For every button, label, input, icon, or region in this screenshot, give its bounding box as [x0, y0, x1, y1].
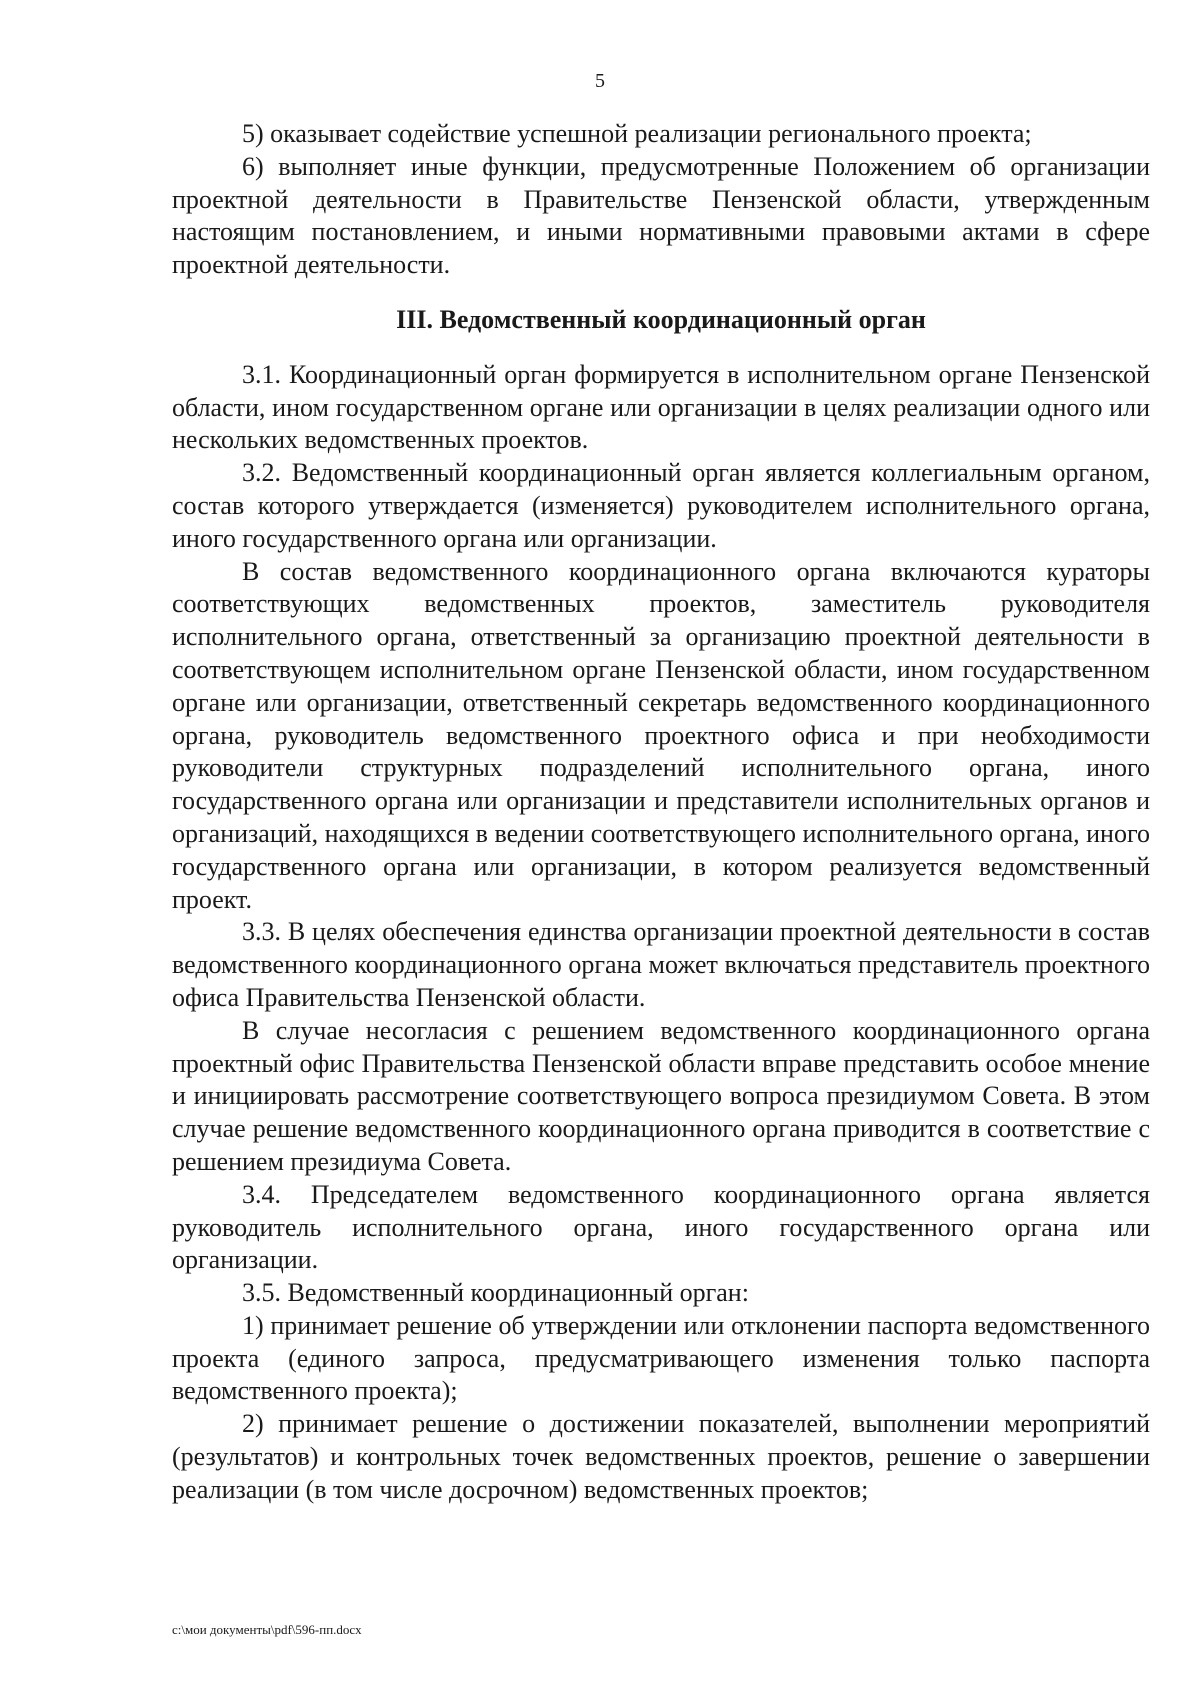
document-body: [172, 118, 1150, 1507]
section-heading: III. Ведомственный координационный орган: [396, 304, 926, 334]
paragraph-item-5: 5) оказывает содействие успешной реализации регионального проекта;: [242, 119, 1032, 148]
paragraph-3-5: 3.5. Ведомственный координационный орган:: [242, 1278, 749, 1308]
paragraph-3-5-item-2: 2) принимает решение о достижении показателей, выполнении мероприятий (результатов) и контрольных точек ведомственных проектов, решение о завершении реализации (в том числе досрочном) ведомственных проектов;: [172, 1409, 1150, 1504]
page-number: 5: [595, 70, 605, 92]
paragraph-3-3: 3.3. В целях обеспечения единства организации проектной деятельности в состав ведомственного координационного органа может включаться представитель проектного офиса Правительства Пензенской области.: [172, 917, 1150, 1012]
paragraph-composition: В состав ведомственного координационного органа включаются кураторы соответствующих ведомственных проектов, заместитель руководителя исполнительного органа, ответственный за организацию проектной деятельности в соответствующем исполнительном органе Пензенской области, ином государственном органе или организации, ответственный секретарь ведомственного координационного органа, руководитель ведомственного проектного офиса и при необходимости руководители структурных подразделений исполнительного органа, иного государственного органа или организации и представители исполнительных органов и организаций, находящихся в ведении соответствующего исполнительного органа, иного государственного органа или организации, в котором реализуется ведомственный проект.: [172, 556, 1150, 914]
paragraph-3-5-item-1: 1) принимает решение об утверждении или отклонении паспорта ведомственного проекта (единого запроса, предусматривающего изменения только паспорта ведомственного проекта);: [172, 1310, 1150, 1406]
paragraph-disagreement: В случае несогласия с решением ведомственного координационного органа проектный офис Правительства Пензенской области вправе представить особое мнение и инициировать рассмотрение соответствующего вопроса президиумом Совета. В этом случае решение ведомственного координационного органа приводится в соответствие с решением президиума Совета.: [172, 1015, 1150, 1176]
footer-file-path: c:\мои документы\pdf\596-пп.docx: [172, 1622, 362, 1637]
paragraph-3-2: 3.2. Ведомственный координационный орган является коллегиальным органом, состав которого утверждается (изменяется) руководителем исполнительного органа, иного государственного органа или организации.: [172, 458, 1150, 553]
paragraph-3-4: 3.4. Председателем ведомственного координационного органа является руководитель исполнительного органа, иного государственного органа или организации.: [172, 1179, 1150, 1275]
paragraph-item-6: 6) выполняет иные функции, предусмотренные Положением об организации проектной деятельности в Правительстве Пензенской области, утвержденным настоящим постановлением, и иными нормативными правовыми актами в сфере проектной деятельности.: [172, 151, 1150, 280]
paragraph-3-1: 3.1. Координационный орган формируется в исполнительном органе Пензенской области, ином государственном органе или организации в целях реализации одного или нескольких ведомственных проектов.: [172, 359, 1150, 455]
